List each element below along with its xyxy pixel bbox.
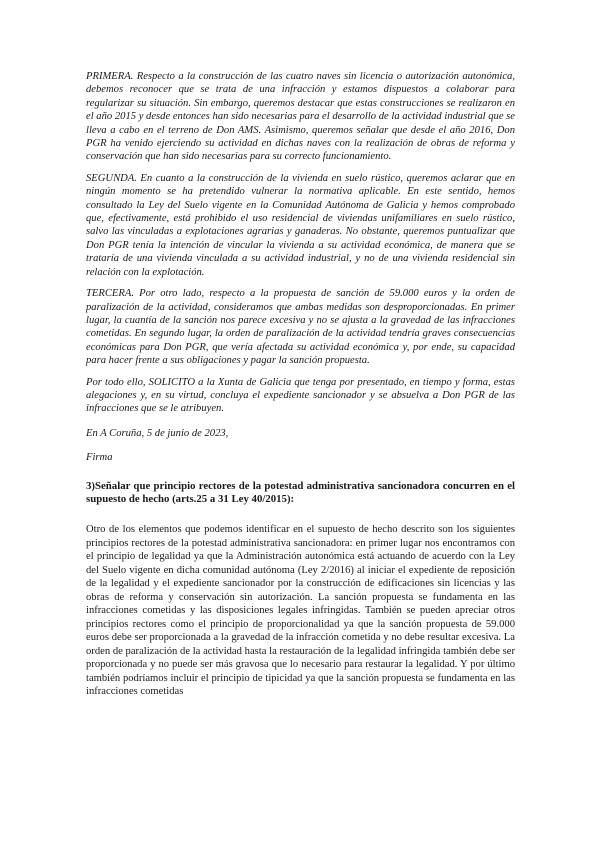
- paragraph-segunda: SEGUNDA. En cuanto a la construcción de la vivienda en suelo rústico, queremos aclarar que en ningún momento se ha pretendido vulnerar la normativa aplicable. En este sentido, hemos consultado la Ley del Suelo vigente en la Comunidad Autónoma de Galicia y hemos comprobado que, efectivamente, está prohibido el uso residencial de viviendas unifamiliares en suelo rústico, salvo las vinculadas a explotaciones agrarias y ganaderas. No obstante, queremos puntualizar que Don PGR tenía la intención de vincular la vivienda a su actividad económica, de manera que se trataría de una vivienda vinculada a su actividad industrial, y no de una vivienda residencial sin relación con la explotación.: [86, 172, 515, 278]
- place-date: En A Coruña, 5 de junio de 2023,: [86, 427, 229, 439]
- section-heading: 3)Señalar que principio rectores de la potestad administrativa sancionadora concurren en el supuesto de hecho (arts.25 a 31 Ley 40/2015):: [86, 479, 515, 505]
- answer-paragraph: Otro de los elementos que podemos identificar en el supuesto de hecho descrito son los siguientes principios rectores de la potestad administrativa sancionadora: en primer lugar nos encontramos con el principio de legalidad ya que la Administración autonómica está actuando de acuerdo con la Ley del Suelo vigente en dicha comunidad autónoma (Ley 2/2016) al iniciar el expediente de reposición de la legalidad y el expediente sancionador por la construcción de edificaciones sin licencias y las obras de reforma y conservación sin autorización. La sanción propuesta se fundamenta en las infracciones cometidas y las disposiciones legales infringidas. También se pueden apreciar otros principios rectores como el principio de proporcionalidad ya que la sanción propuesta de 59.000 euros debe ser proporcionada a la gravedad de la infracción cometida y no debe resultar excesiva. La orden de paralización de la actividad hasta la restauración de la legalidad infringida también debe ser proporcionada y no puede ser más gravosa que lo necesario para restaurar la legalidad. Y por último también podríamos incluir el principio de tipicidad ya que la sanción propuesta se fundamenta en las infracciones cometidas: [86, 524, 515, 698]
- paragraph-tercera: TERCERA. Por otro lado, respecto a la propuesta de sanción de 59.000 euros y la orden de paralización de la actividad, consideramos que ambas medidas son desproporcionadas. En primer lugar, la cuantía de la sanción nos parece excesiva y no se ajusta a la gravedad de las infracciones cometidas. En segundo lugar, la orden de paralización de la actividad tendría graves consecuencias económicas para Don PGR, que vería afectada su actividad económica y, por ende, su capacidad para hacer frente a sus obligaciones y pagar la sanción propuesta.: [86, 288, 515, 367]
- document-body: [86, 70, 515, 699]
- signature-label: Firma: [86, 452, 113, 464]
- paragraph-primera: PRIMERA. Respecto a la construcción de las cuatro naves sin licencia o autorización autonómica, debemos reconocer que se trata de una infracción y estamos dispuestos a colaborar para regularizar su situación. Sin embargo, queremos destacar que estas construcciones se realizaron en el año 2015 y desde entonces han sido necesarias para el desarrollo de la actividad industrial que se lleva a cabo en el terreno de Don AMS. Asimismo, queremos señalar que desde el año 2016, Don PGR ha venido ejerciendo su actividad en dichas naves con la realización de obras de reforma y conservación que han sido necesarias para su correcto funcionamiento.: [86, 71, 515, 163]
- paragraph-solicito: Por todo ello, SOLICITO a la Xunta de Galicia que tenga por presentado, en tiempo y forma, estas alegaciones y, en su virtud, concluya el expediente sancionador y se absuelva a Don PGR de las infracciones que se le atribuyen.: [86, 376, 515, 415]
